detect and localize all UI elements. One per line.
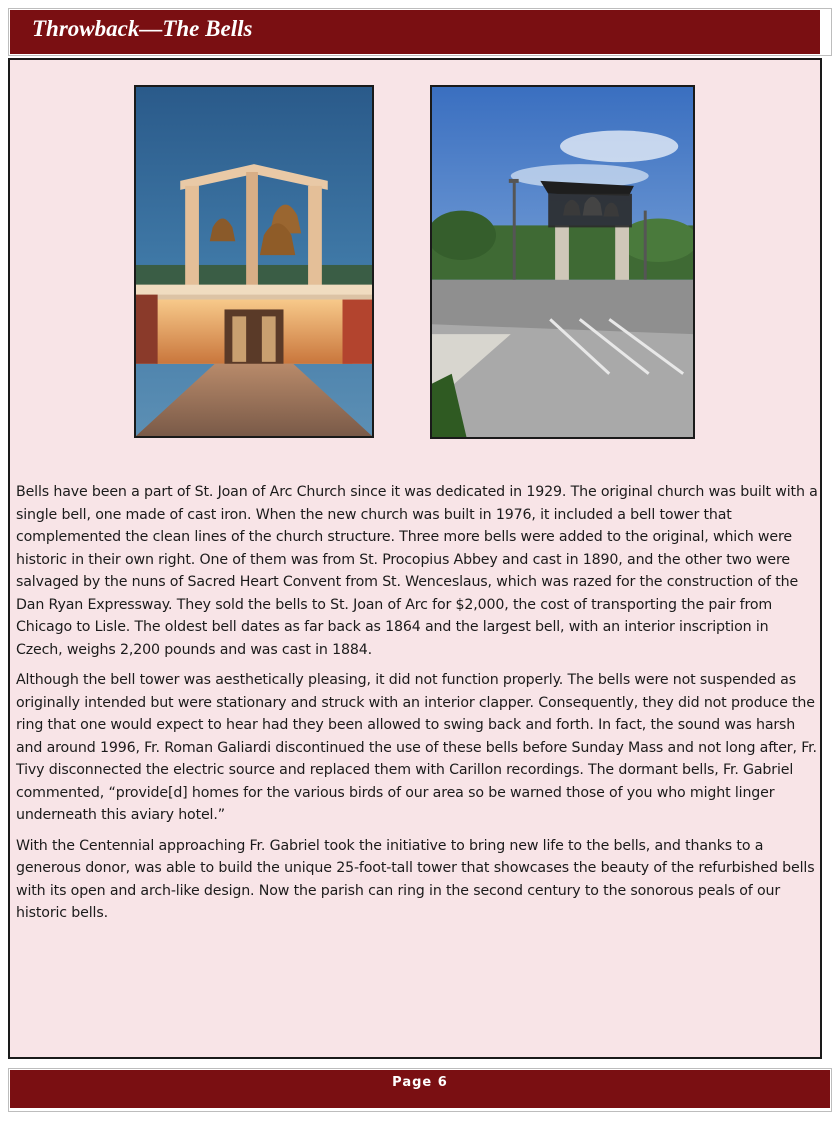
new-bell-tower-image (432, 87, 693, 437)
header-bar (10, 10, 820, 54)
article-paragraph: Bells have been a part of St. Joan of Arc Church since it was dedicated in 1929. The original church was built with a single bell, one made of cast iron. When the new church was built in 1976, it included a bell tower that complemented the clean lines of the church structure. Three more bells were added to the original, which were historic in their own right. One of them was from St. Procopius Abbey and cast in 1890, and the other two were salvaged by the nuns of Sacred Heart Convent from St. Wenceslaus, which was razed for the construction of the Dan Ryan Expressway. They sold the bells to St. Joan of Arc for $2,000, the cost of transporting the pair from Chicago to Lisle. The oldest bell dates as far back as 1864 and the largest bell, with an interior inscription in Czech, weighs 2,200 pounds and was cast in 1884. (16, 484, 818, 658)
photo-old-bell-tower (134, 85, 374, 438)
page-title: Throwback—The Bells (32, 16, 253, 41)
footer-bar (10, 1070, 830, 1108)
article-body (16, 481, 818, 933)
content-box (8, 58, 822, 1059)
old-bell-tower-image (136, 87, 372, 436)
article-paragraph: With the Centennial approaching Fr. Gabriel took the initiative to bring new life to the bells, and thanks to a generous donor, was able to build the unique 25-foot-tall tower that showcases the beauty of the refurbished bells with its open and arch-like design. Now the parish can ring in the second century to the sonorous peals of our historic bells. (16, 837, 815, 921)
page-number: Page 6 (392, 1075, 448, 1090)
photo-new-bell-tower (430, 85, 695, 439)
article-paragraph: Although the bell tower was aesthetically pleasing, it did not function properly. The bells were not suspended as originally intended but were stationary and struck with an interior clapper. Consequently, they did not produce the ring that one would expect to hear had they been allowed to swing back and forth. In fact, the sound was harsh and around 1996, Fr. Roman Galiardi discontinued the use of these bells before Sunday Mass and not long after, Fr. Tivy disconnected the electric source and replaced them with Carillon recordings. The dormant bells, Fr. Gabriel commented, “provide[d] homes for the various birds of our area so be warned those of you who might linger underneath this aviary hotel.” (16, 672, 817, 823)
